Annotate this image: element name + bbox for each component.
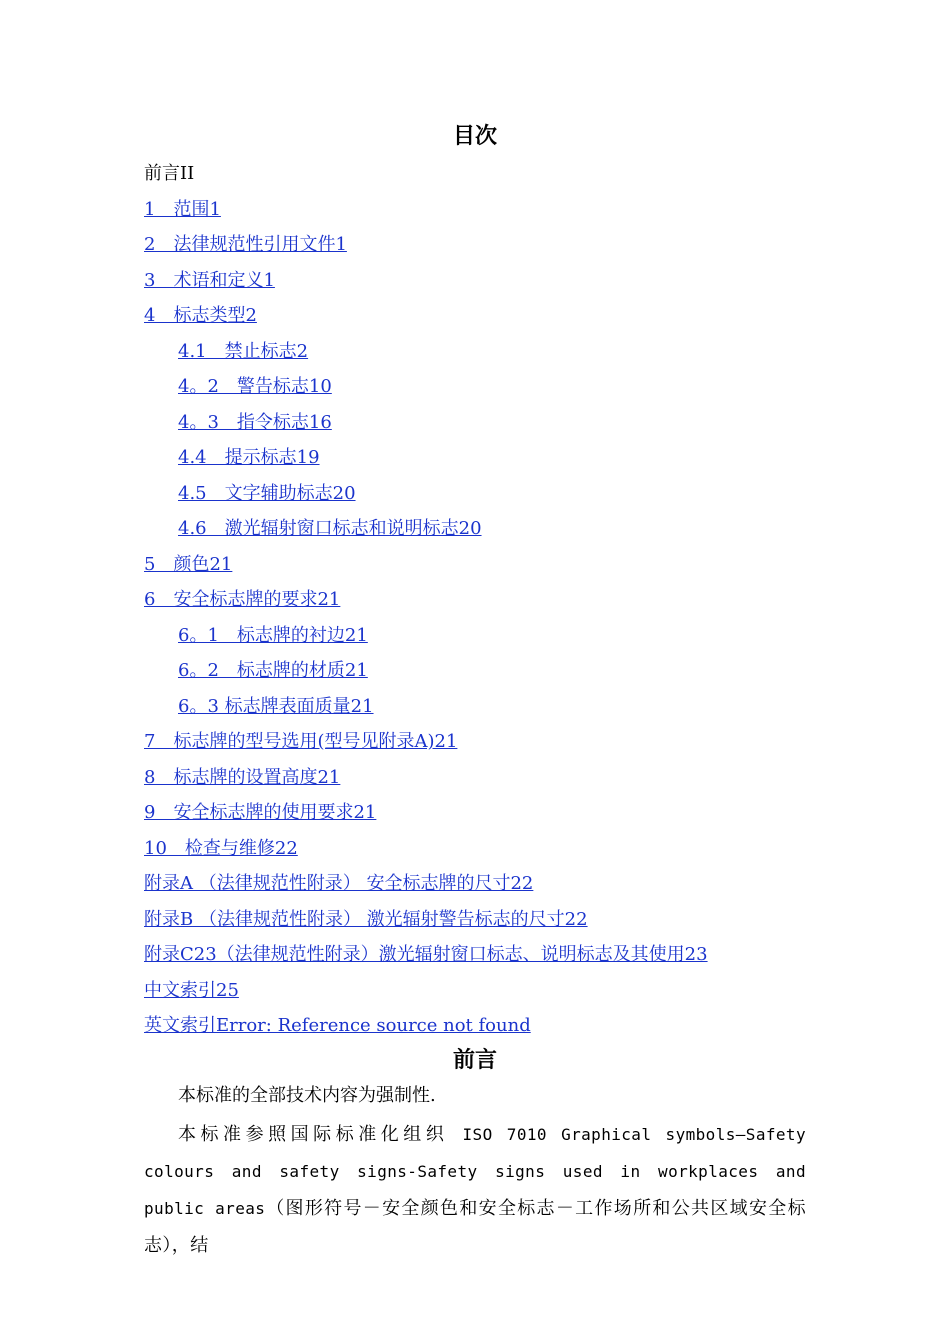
preface-paragraph-1: 本标准的全部技术内容为强制性. bbox=[178, 1085, 436, 1106]
toc-entry-link[interactable]: 4.1 禁止标志2 bbox=[178, 340, 309, 362]
toc-entry-link[interactable]: 英文索引Error: Reference source not found bbox=[144, 1015, 531, 1036]
toc-entry[interactable] bbox=[144, 795, 844, 831]
toc-entry[interactable] bbox=[144, 192, 844, 228]
toc-entry[interactable] bbox=[144, 866, 844, 902]
toc-entry-link[interactable]: 9 安全标志牌的使用要求21 bbox=[144, 802, 377, 823]
toc-entry bbox=[144, 156, 844, 192]
toc-entry[interactable] bbox=[144, 902, 844, 938]
toc-entry-label: 前言II bbox=[144, 163, 195, 184]
toc-entry[interactable] bbox=[144, 263, 844, 299]
toc-entry[interactable] bbox=[144, 653, 844, 689]
toc-entry-link[interactable]: 4。3 指令标志16 bbox=[178, 411, 332, 433]
toc-entry-link[interactable]: 8 标志牌的设置高度21 bbox=[144, 766, 341, 788]
toc-title: 目次 bbox=[452, 123, 497, 149]
toc-entry-link[interactable]: 2 法律规范性引用文件1 bbox=[144, 234, 347, 255]
toc-entry[interactable] bbox=[144, 476, 844, 512]
toc-entry-link[interactable]: 6 安全标志牌的要求21 bbox=[144, 589, 341, 610]
toc-entry[interactable] bbox=[144, 369, 844, 405]
toc-entry-link[interactable]: 4.6 激光辐射窗口标志和说明标志20 bbox=[178, 518, 482, 539]
preface-paragraph-2-iso: ISO 7010 Graphical symbols—Safety colours and safety signs-Safety signs used in workplaces and public areas bbox=[144, 1125, 806, 1218]
preface-paragraph-2-lead: 本标准参照国际标准化组织 bbox=[178, 1124, 449, 1145]
toc-entry[interactable] bbox=[144, 760, 844, 796]
table-of-contents bbox=[144, 156, 844, 1044]
toc-entry-link[interactable]: 附录B （法律规范性附录） 激光辐射警告标志的尺寸22 bbox=[144, 908, 588, 930]
toc-entry-link[interactable]: 4 标志类型2 bbox=[144, 305, 257, 326]
toc-entry-link[interactable]: 4.5 文字辅助标志20 bbox=[178, 482, 356, 504]
toc-entry-link[interactable]: 6。3 标志牌表面质量21 bbox=[178, 695, 374, 717]
toc-entry[interactable] bbox=[144, 831, 844, 867]
toc-entry[interactable] bbox=[144, 547, 844, 583]
toc-entry[interactable] bbox=[144, 227, 844, 263]
toc-entry[interactable] bbox=[144, 511, 844, 547]
toc-entry[interactable] bbox=[144, 405, 844, 441]
toc-entry-link[interactable]: 7 标志牌的型号选用(型号见附录A)21 bbox=[144, 731, 458, 752]
toc-entry[interactable] bbox=[144, 1008, 844, 1044]
toc-entry-link[interactable]: 附录A （法律规范性附录） 安全标志牌的尺寸22 bbox=[144, 873, 534, 894]
toc-entry[interactable] bbox=[144, 618, 844, 654]
toc-entry-link[interactable]: 5 颜色21 bbox=[144, 553, 233, 575]
toc-entry[interactable] bbox=[144, 689, 844, 725]
preface-paragraph-2-tail: （图形符号－安全颜色和安全标志－工作场所和公共区域安全标志），结 bbox=[144, 1198, 806, 1256]
toc-entry-link[interactable]: 3 术语和定义1 bbox=[144, 269, 275, 291]
toc-entry[interactable] bbox=[144, 298, 844, 334]
toc-entry-link[interactable]: 6。1 标志牌的衬边21 bbox=[178, 624, 368, 646]
preface-paragraph-2 bbox=[144, 1116, 806, 1264]
toc-entry-link[interactable]: 10 检查与维修22 bbox=[144, 837, 298, 859]
toc-entry-link[interactable]: 6。2 标志牌的材质21 bbox=[178, 660, 368, 681]
toc-entry[interactable] bbox=[144, 973, 844, 1009]
toc-entry-link[interactable]: 中文索引25 bbox=[144, 979, 239, 1001]
toc-entry-link[interactable]: 1 范围1 bbox=[144, 198, 221, 220]
toc-entry[interactable] bbox=[144, 937, 844, 973]
toc-entry-link[interactable]: 附录C23（法律规范性附录）激光辐射窗口标志、说明标志及其使用23 bbox=[144, 944, 708, 965]
toc-entry[interactable] bbox=[144, 724, 844, 760]
toc-entry-link[interactable]: 4。2 警告标志10 bbox=[178, 376, 332, 397]
toc-entry-link[interactable]: 4.4 提示标志19 bbox=[178, 447, 320, 468]
preface-title: 前言 bbox=[452, 1047, 497, 1073]
toc-entry[interactable] bbox=[144, 440, 844, 476]
toc-entry[interactable] bbox=[144, 582, 844, 618]
toc-entry[interactable] bbox=[144, 334, 844, 370]
